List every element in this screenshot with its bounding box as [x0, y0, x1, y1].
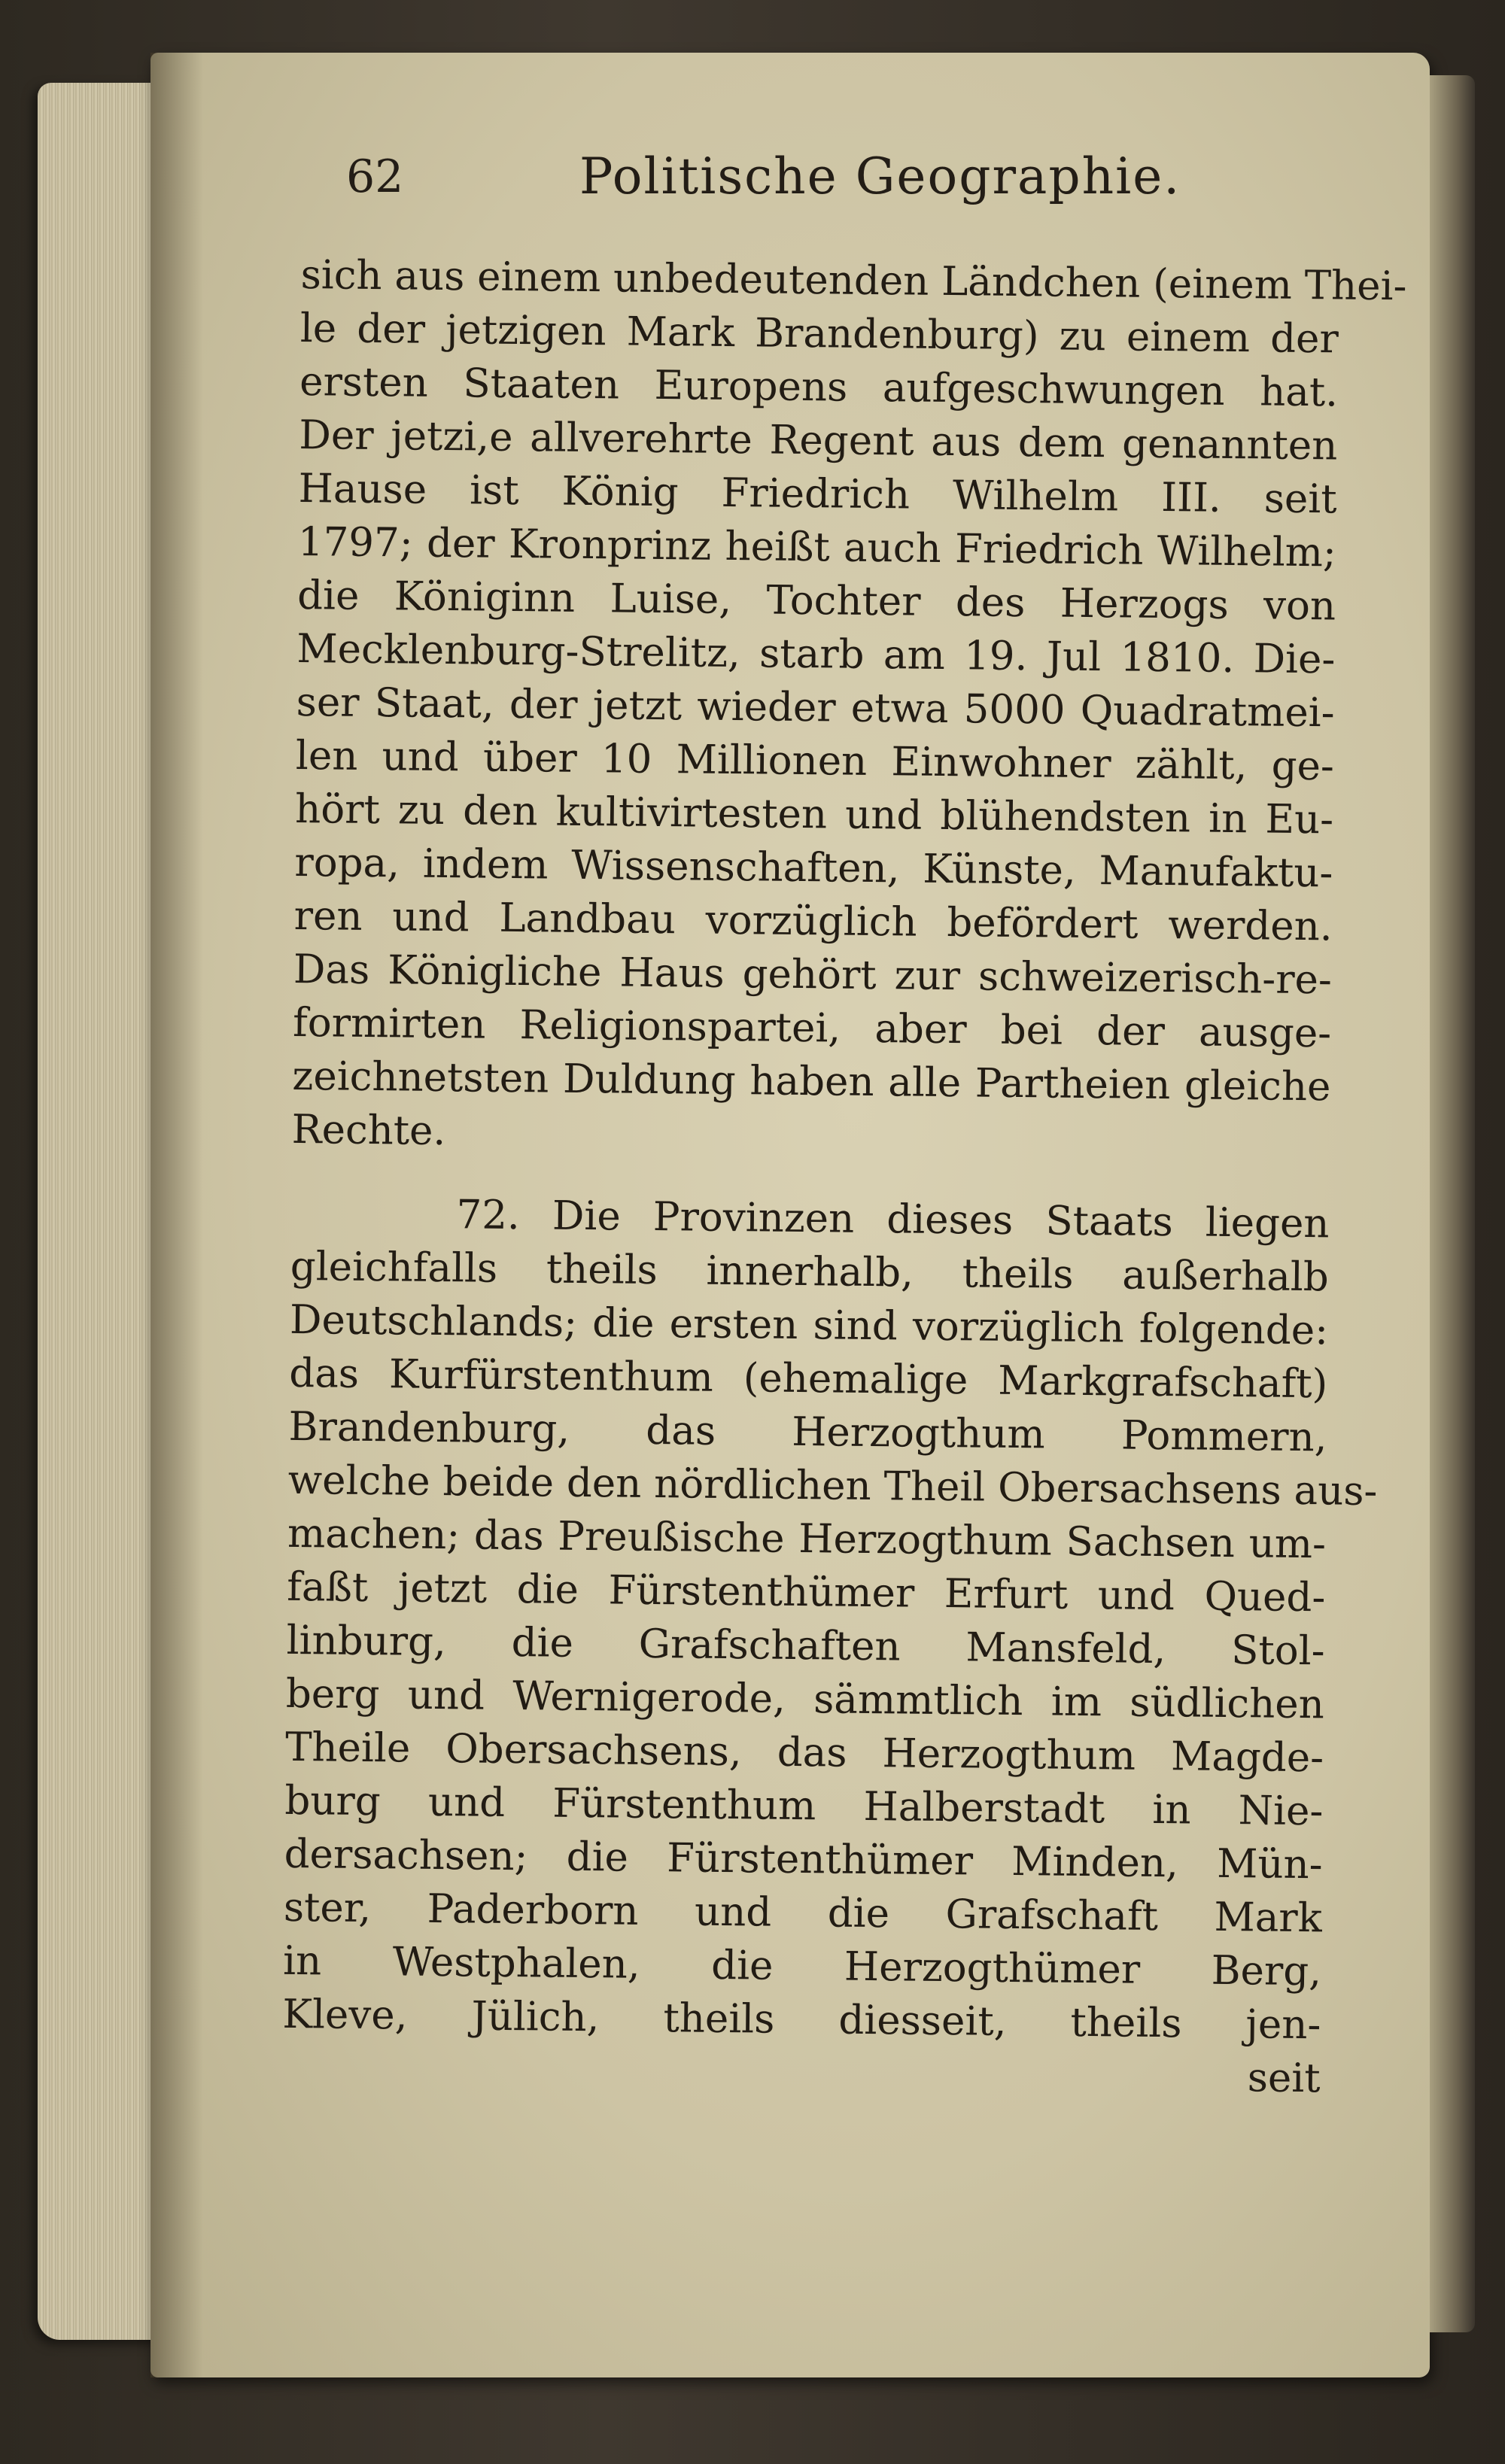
- text-line: Deutschlands; die ersten sind vorzüglich folgende:: [289, 1296, 1329, 1354]
- text-line: ster, Paderborn und die Grafschaft Mark: [283, 1884, 1323, 1942]
- facing-page-edge: [1430, 75, 1475, 2332]
- text-line: Das Königliche Haus gehört zur schweizerisch-re-: [293, 946, 1333, 1004]
- text-line: formirten Religionspartei, aber bei der ausge-: [292, 999, 1332, 1057]
- text-line: sich aus einem unbedeutenden Ländchen (einem Thei-: [300, 251, 1407, 310]
- text-line: Brandenburg, das Herzogthum Pommern,: [288, 1403, 1327, 1461]
- text-line: berg und Wernigerode, sämmtlich im südlichen: [285, 1670, 1325, 1728]
- page-number: 62: [346, 150, 404, 203]
- text-line: Mecklenburg-Strelitz, starb am 19. Jul 1810. Die-: [296, 625, 1336, 683]
- text-line: Theile Obersachsens, das Herzogthum Magde-: [284, 1724, 1324, 1782]
- page-stack-edge: [38, 83, 166, 2340]
- text-line-section-start: 72. Die Provinzen dieses Staats liegen: [456, 1192, 1330, 1247]
- text-line: len und über 10 Millionen Einwohner zählt, ge-: [295, 732, 1335, 790]
- body-text: [281, 248, 1407, 2105]
- text-line: Kleve, Jülich, theils diesseit, theils jen-: [282, 1991, 1321, 2049]
- text-line: dersachsen; die Fürstenthümer Minden, Mün-: [284, 1831, 1323, 1888]
- text-line: ren und Landbau vorzüglich befördert werden.: [293, 892, 1333, 950]
- running-title: Politische Geographie.: [579, 147, 1181, 205]
- text-line: machen; das Preußische Herzogthum Sachsen um-: [287, 1510, 1327, 1568]
- text-line: burg und Fürstenthum Halberstadt in Nie-: [284, 1777, 1324, 1835]
- text-line: gleichfalls theils innerhalb, theils außerhalb: [290, 1243, 1330, 1301]
- text-line: in Westphalen, die Herzogthümer Berg,: [282, 1937, 1322, 1995]
- text-line: ser Staat, der jetzt wieder etwa 5000 Quadratmei-: [296, 679, 1335, 737]
- text-line: le der jetzigen Mark Brandenburg) zu einem der: [299, 305, 1339, 363]
- text-line: welche beide den nördlichen Theil Obersachsens aus-: [287, 1457, 1378, 1515]
- text-line: ropa, indem Wissenschaften, Künste, Manufaktu-: [294, 839, 1333, 897]
- text-line: hört zu den kultivirtesten und blühendsten in Eu-: [294, 785, 1334, 843]
- text-line: die Königinn Luise, Tochter des Herzogs von: [296, 572, 1336, 630]
- text-line: zeichnetsten Duldung haben alle Partheien gleiche: [292, 1053, 1331, 1110]
- text-line: faßt jetzt die Fürstenthümer Erfurt und Qued-: [287, 1563, 1326, 1621]
- page-header: [346, 143, 1324, 226]
- text-line: 1797; der Kronprinz heißt auch Friedrich Wilhelm;: [297, 518, 1337, 576]
- page-gutter-shadow: [150, 53, 203, 2377]
- text-line: Rechte.: [291, 1106, 446, 1155]
- text-line: Hause ist König Friedrich Wilhelm III. seit: [298, 465, 1337, 523]
- text-line: linburg, die Grafschaften Mansfeld, Stol-: [286, 1617, 1325, 1675]
- catchword: seit: [1247, 2055, 1321, 2102]
- text-line: ersten Staaten Europens aufgeschwungen hat.: [299, 358, 1339, 416]
- text-line: das Kurfürstenthum (ehemalige Markgrafschaft): [289, 1350, 1328, 1408]
- text-line: Der jetzi,e allverehrte Regent aus dem genannten: [299, 412, 1338, 469]
